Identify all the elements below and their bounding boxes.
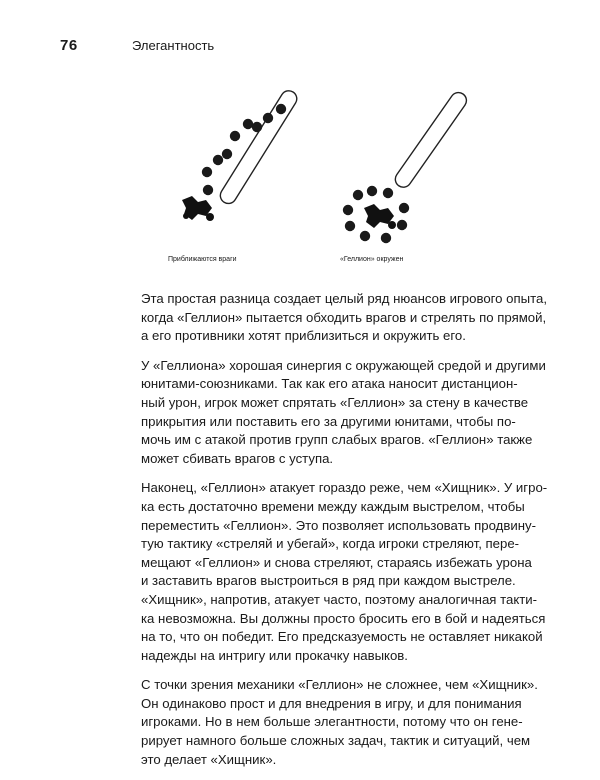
text-line: может сбивать врагов с уступа. [141,450,334,466]
text-line: мещают «Геллион» и снова стреляют, стараясь избежать урона [141,554,532,570]
paragraph [141,290,548,346]
text-line: мочь им с атакой против групп слабых врагов. «Геллион» также [141,432,533,448]
enemy-dot [202,167,212,177]
text-line: рирует намного больше сложных задач, тактик и ситуаций, чем [141,733,531,749]
text-line: это делает «Хищник». [141,751,277,767]
text-line: ный урон, игрок может спрятать «Геллион» за стену в качестве [141,394,529,410]
enemy-dot [230,131,240,141]
running-title: Элегантность [132,38,215,53]
text-line: на то, что он победит. Его предсказуемость не оставляет никакой [141,629,543,645]
hellion-attack-line-right [392,89,469,190]
enemy-dot [381,233,391,243]
hellion-diagram-svg [140,80,470,275]
text-line: прикрытия или поставить его за другими юнитами, чтобы по- [141,413,516,429]
enemy-dot [243,119,253,129]
enemy-dot [360,231,370,241]
text-line: а его противники хотят приблизиться и окружить его. [141,328,466,344]
enemy-dot [397,220,407,230]
text-line: переместить «Геллион». Это позволяет использовать продвину- [141,517,536,533]
text-line: Он одинаково прост и для внедрения в игру, и для понимания [141,695,522,711]
enemy-dot [383,188,393,198]
text-line: Эта простая разница создает целый ряд нюансов игрового опыта, [141,291,548,306]
page-header [60,37,540,57]
hellion-attack-line-left [217,88,299,207]
enemy-dot [343,205,353,215]
paragraph [141,357,546,469]
text-line: надежды на интригу или прокачку навыков. [141,647,408,663]
enemy-group-approaching [202,104,286,195]
enemy-dot [353,190,363,200]
caption-enemies-approach: Приближаются враги [168,256,237,263]
page-number: 76 [60,37,78,54]
hellion-unit-left [182,196,214,221]
enemy-dot [367,186,377,196]
illustration [140,80,470,275]
text-line: Наконец, «Геллион» атакует гораздо реже, чем «Хищник». У игро- [141,480,548,496]
text-line: С точки зрения механики «Геллион» не сложнее, чем «Хищник». [141,677,538,693]
body-text [141,290,548,780]
enemy-dot [263,113,273,123]
text-line: ка невозможна. Вы должны просто бросить его в бой и надеяться [141,610,546,626]
caption-hellion-surrounded: «Геллион» окружен [340,256,404,263]
enemy-dot [203,185,213,195]
text-line: тую тактику «стреляй и убегай», когда игроки стреляют, пере- [141,536,520,552]
enemy-dot [276,104,286,114]
paragraph [141,479,548,665]
enemy-dot [345,221,355,231]
hellion-unit-right [364,204,396,229]
text-line: игроками. Но в нем больше элегантности, потому что он гене- [141,714,523,730]
enemy-dot [213,155,223,165]
text-line: У «Геллиона» хорошая синергия с окружающей средой и другими [141,357,546,373]
text-line: «Хищник», напротив, атакует часто, поэтому аналогичная такти- [141,591,538,607]
enemy-dot [399,203,409,213]
enemy-dot [252,122,262,132]
text-line: ка есть достаточно времени между каждым выстрелом, чтобы [141,498,525,514]
paragraph [141,676,538,769]
text-line: юнитами-союзниками. Так как его атака наносит дистанцион- [141,376,518,392]
text-line: когда «Геллион» пытается обходить врагов и стрелять по прямой, [141,309,547,325]
text-line: и заставить врагов выстроиться в ряд при каждом выстреле. [141,573,516,589]
enemy-dot [222,149,232,159]
